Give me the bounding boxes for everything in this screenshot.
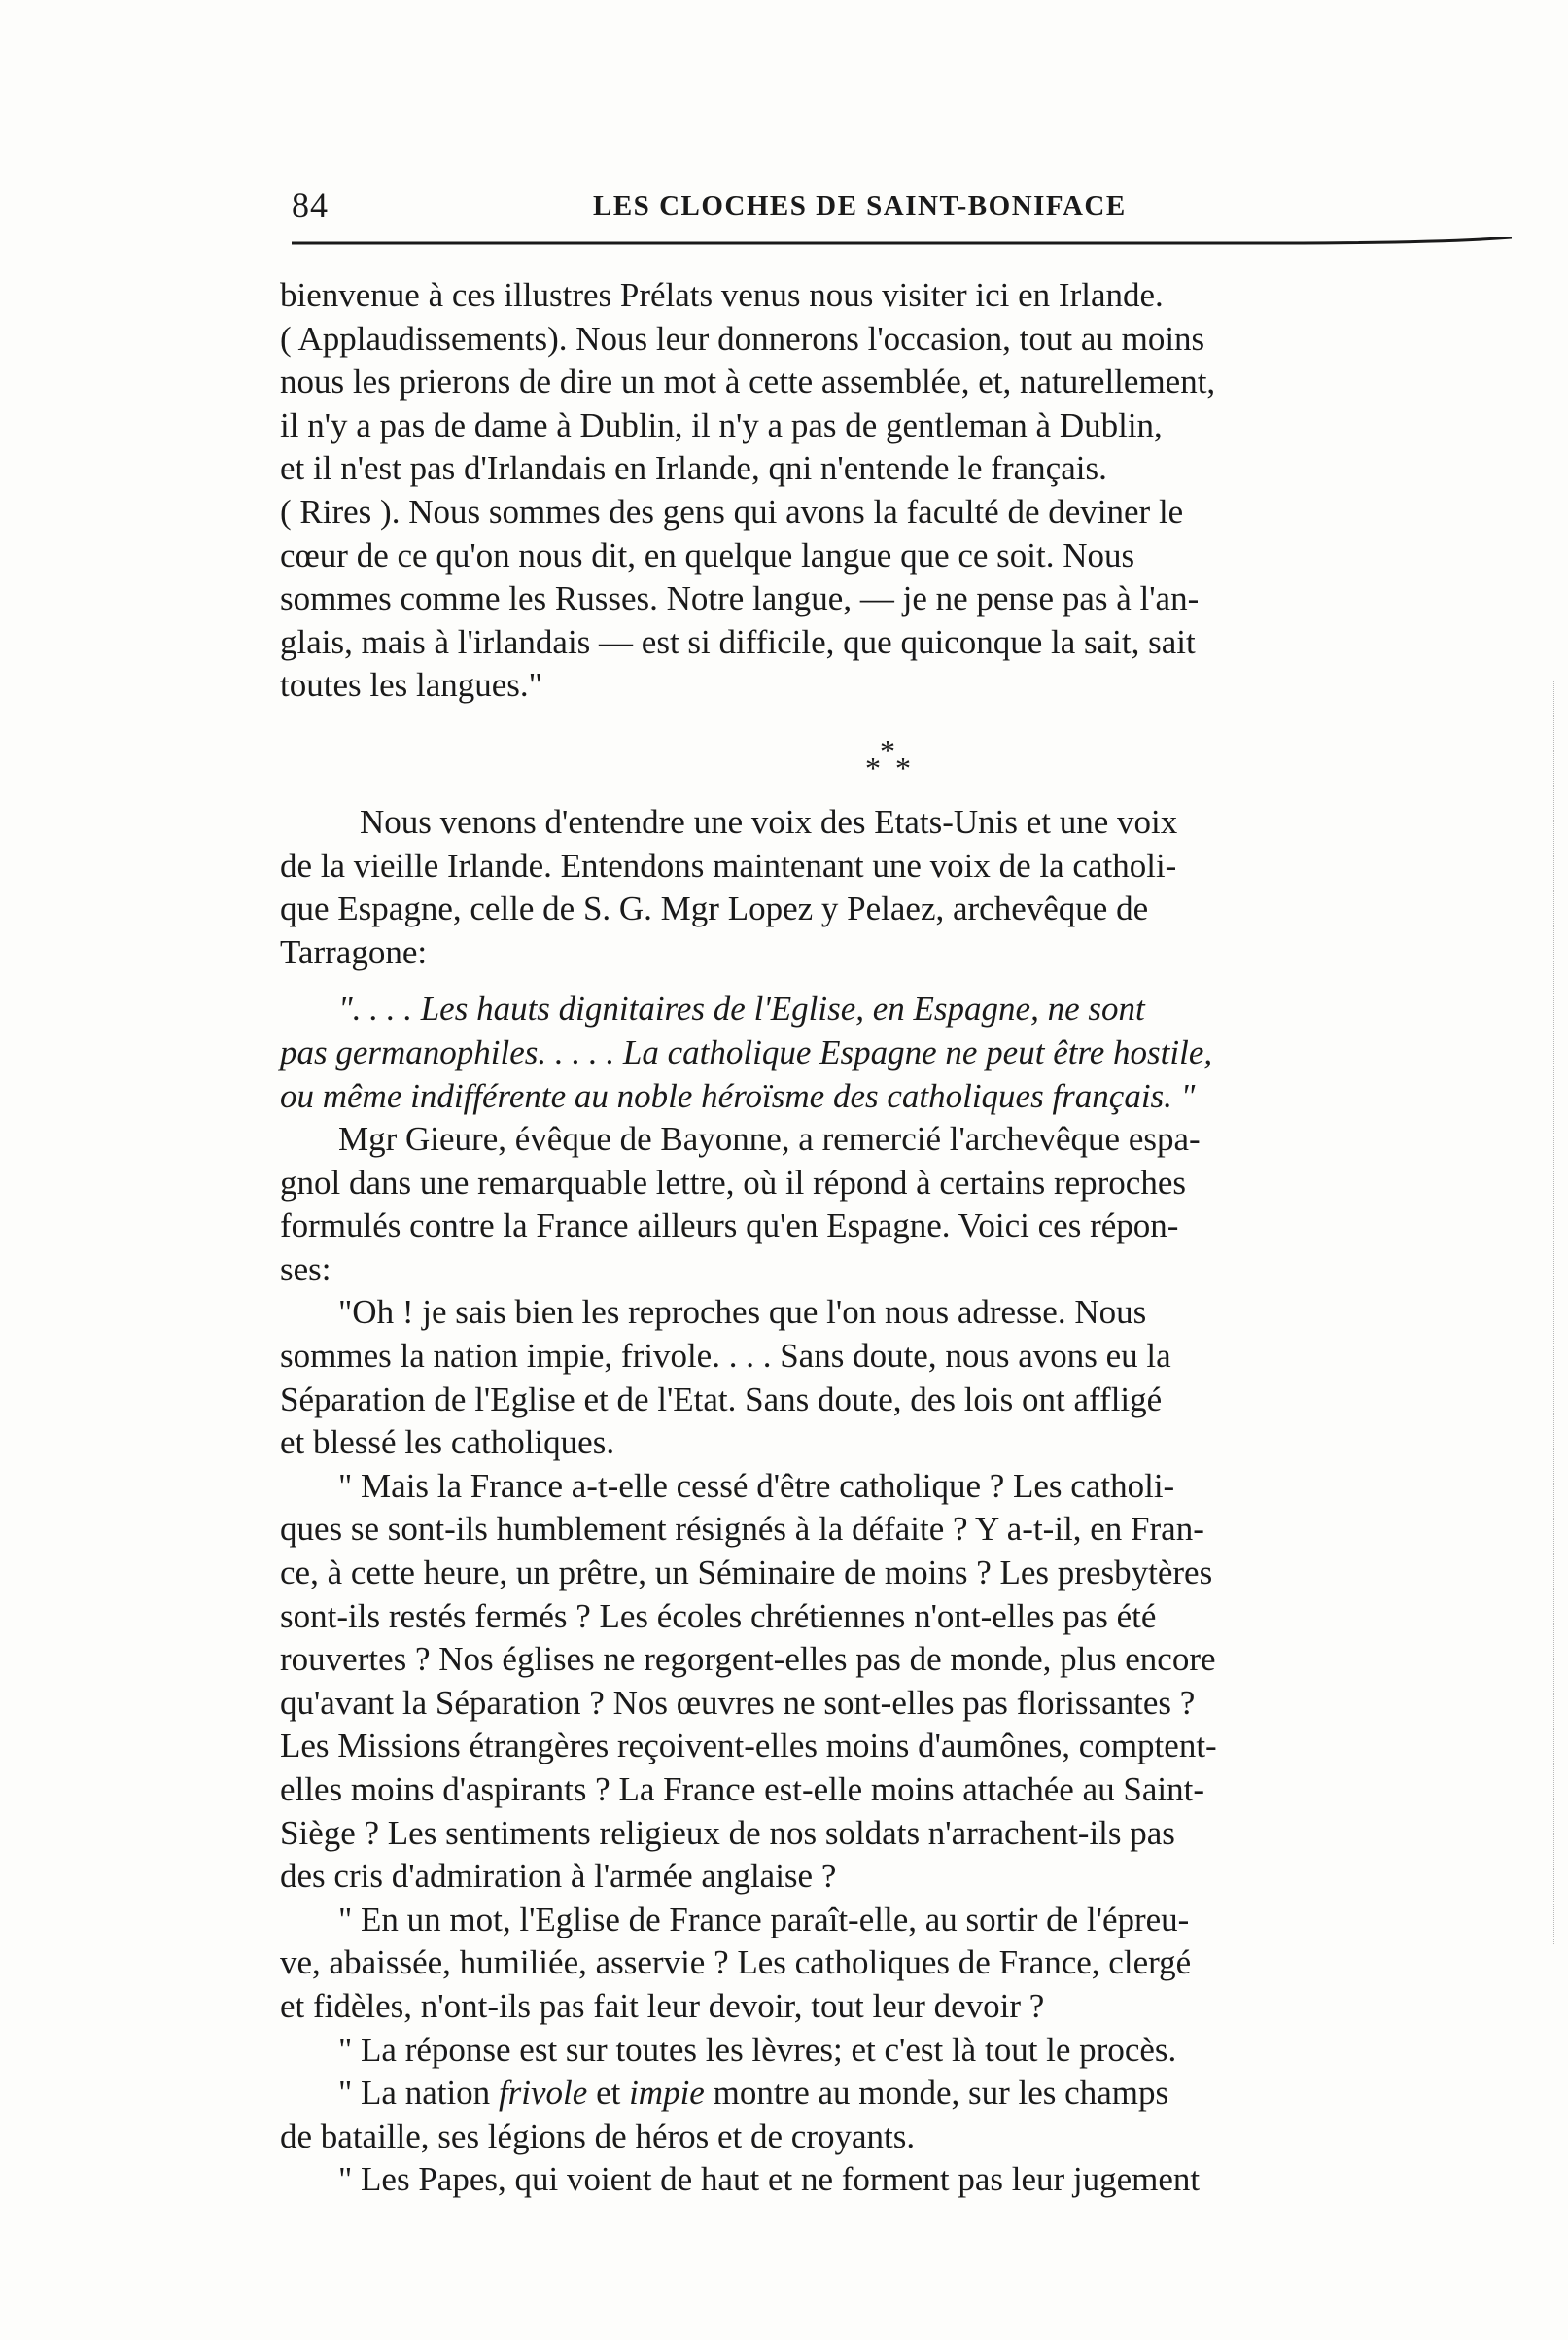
paragraph-5 <box>280 1465 1515 1899</box>
text-line: toutes les langues." <box>280 666 542 705</box>
text-line: pas germanophiles. . . . . La catholique Espagne ne peut être hostile, <box>280 1032 1213 1071</box>
text-run: et <box>587 2074 630 2113</box>
text-line: glais, mais à l'irlandais — est si difficile, que quiconque la sait, sait <box>280 622 1196 661</box>
section-separator <box>280 708 1515 801</box>
running-head: LES CLOCHES DE SAINT-BONIFACE <box>593 191 1127 222</box>
text-line: de bataille, ses légions de héros et de croyants. <box>280 2116 916 2155</box>
text-line: et blessé les catholiques. <box>280 1423 615 1462</box>
text-line: ve, abaissée, humiliée, asservie ? Les catholiques de France, clergé <box>280 1943 1192 1982</box>
text-line: des cris d'admiration à l'armée anglaise ? <box>280 1857 837 1896</box>
text-line: elles moins d'aspirants ? La France est-elle moins attachée au Saint- <box>280 1770 1204 1808</box>
paragraph-4 <box>280 1291 1515 1464</box>
separator-star: * <box>880 732 895 768</box>
text-line: sommes la nation impie, frivole. . . . Sans doute, nous avons eu la <box>280 1337 1171 1376</box>
text-run: " La nation <box>338 2074 499 2113</box>
body-text <box>280 274 1515 2202</box>
text-line: de la vieille Irlande. Entendons maintenant une voix de la catholi- <box>280 846 1177 885</box>
text-line: sont-ils restés fermés ? Les écoles chrétiennes n'ont-elles pas été <box>280 1596 1157 1635</box>
paragraph-6 <box>280 1899 1515 2029</box>
text-line: que Espagne, celle de S. G. Mgr Lopez y Pelaez, archevêque de <box>280 890 1149 928</box>
text-line: " Les Papes, qui voient de haut et ne forment pas leur jugement <box>338 2160 1201 2199</box>
text-line: cœur de ce qu'on nous dit, en quelque langue que ce soit. Nous <box>280 536 1135 575</box>
text-line: " La réponse est sur toutes les lèvres; et c'est là tout le procès. <box>338 2030 1177 2069</box>
page-header <box>292 185 1516 233</box>
text-line: ou même indifférente au noble héroïsme des catholiques français. " <box>280 1076 1196 1115</box>
text-line: il n'y a pas de dame à Dublin, il n'y a pas de gentleman à Dublin, <box>280 405 1163 444</box>
paragraph-8 <box>280 2072 1515 2158</box>
quotation <box>280 988 1515 1118</box>
text-line: bienvenue à ces illustres Prélats venus nous visiter ici en Irlande. <box>280 276 1164 314</box>
text-line: et il n'est pas d'Irlandais en Irlande, qni n'entende le français. <box>280 449 1107 488</box>
text-line: " En un mot, l'Eglise de France paraît-elle, au sortir de l'épreu- <box>338 1900 1190 1938</box>
text-line: rouvertes ? Nos églises ne regorgent-elles pas de monde, plus encore <box>280 1640 1216 1679</box>
paragraph-1 <box>280 274 1515 708</box>
text-line: ". . . . Les hauts dignitaires de l'Eglise, en Espagne, ne sont <box>338 990 1145 1029</box>
text-line: et fidèles, n'ont-ils pas fait leur devoir, tout leur devoir ? <box>280 1986 1045 2025</box>
text-line: ques se sont-ils humblement résignés à la défaite ? Y a-t-il, en Fran- <box>280 1510 1204 1549</box>
text-line: "Oh ! je sais bien les reproches que l'on nous adresse. Nous <box>338 1293 1147 1332</box>
paragraph-2 <box>280 801 1515 974</box>
paragraph-3 <box>280 1118 1515 1291</box>
text-line: Siège ? Les sentiments religieux de nos soldats n'arrachent-ils pas <box>280 1813 1175 1852</box>
page-number: 84 <box>292 186 329 225</box>
text-line: Nous venons d'entendre une voix des Etats-Unis et une voix <box>360 802 1178 841</box>
spacer <box>280 974 1515 988</box>
text-line: ce, à cette heure, un prêtre, un Séminaire de moins ? Les presbytères <box>280 1554 1213 1592</box>
text-line: nous les prierons de dire un mot à cette assemblée, et, naturellement, <box>280 363 1216 402</box>
text-line: qu'avant la Séparation ? Nos œuvres ne sont-elles pas florissantes ? <box>280 1683 1196 1722</box>
paragraph-9 <box>280 2158 1515 2202</box>
paragraph-7 <box>280 2029 1515 2073</box>
italic-word: impie <box>629 2074 705 2113</box>
text-line: Tarragone: <box>280 932 428 971</box>
separator-star: * <box>895 750 911 786</box>
text-line: ( Rires ). Nous sommes des gens qui avons la faculté de deviner le <box>280 492 1184 531</box>
text-line: ses: <box>280 1249 331 1288</box>
text-line: gnol dans une remarquable lettre, où il répond à certains reproches <box>280 1163 1186 1202</box>
header-rule <box>292 237 1512 257</box>
text-line: Mgr Gieure, évêque de Bayonne, a remercié l'archevêque espa- <box>338 1120 1201 1159</box>
text-run: montre au monde, sur les champs <box>704 2074 1169 2113</box>
text-line: ( Applaudissements). Nous leur donnerons l'occasion, tout au moins <box>280 319 1205 358</box>
text-line: Les Missions étrangères reçoivent-elles moins d'aumônes, comptent- <box>280 1727 1217 1765</box>
text-line: sommes comme les Russes. Notre langue, — je ne pense pas à l'an- <box>280 579 1200 618</box>
text-line: formulés contre la France ailleurs qu'en Espagne. Voici ces répon- <box>280 1206 1179 1245</box>
separator-star: * <box>865 750 881 786</box>
text-line: Séparation de l'Eglise et de l'Etat. Sans doute, des lois ont affligé <box>280 1380 1163 1418</box>
text-line: " Mais la France a-t-elle cessé d'être catholique ? Les catholi- <box>338 1466 1175 1505</box>
italic-word: frivole <box>498 2074 588 2113</box>
scan-edge-marks <box>1553 681 1560 1944</box>
text-line <box>280 2072 1515 2115</box>
